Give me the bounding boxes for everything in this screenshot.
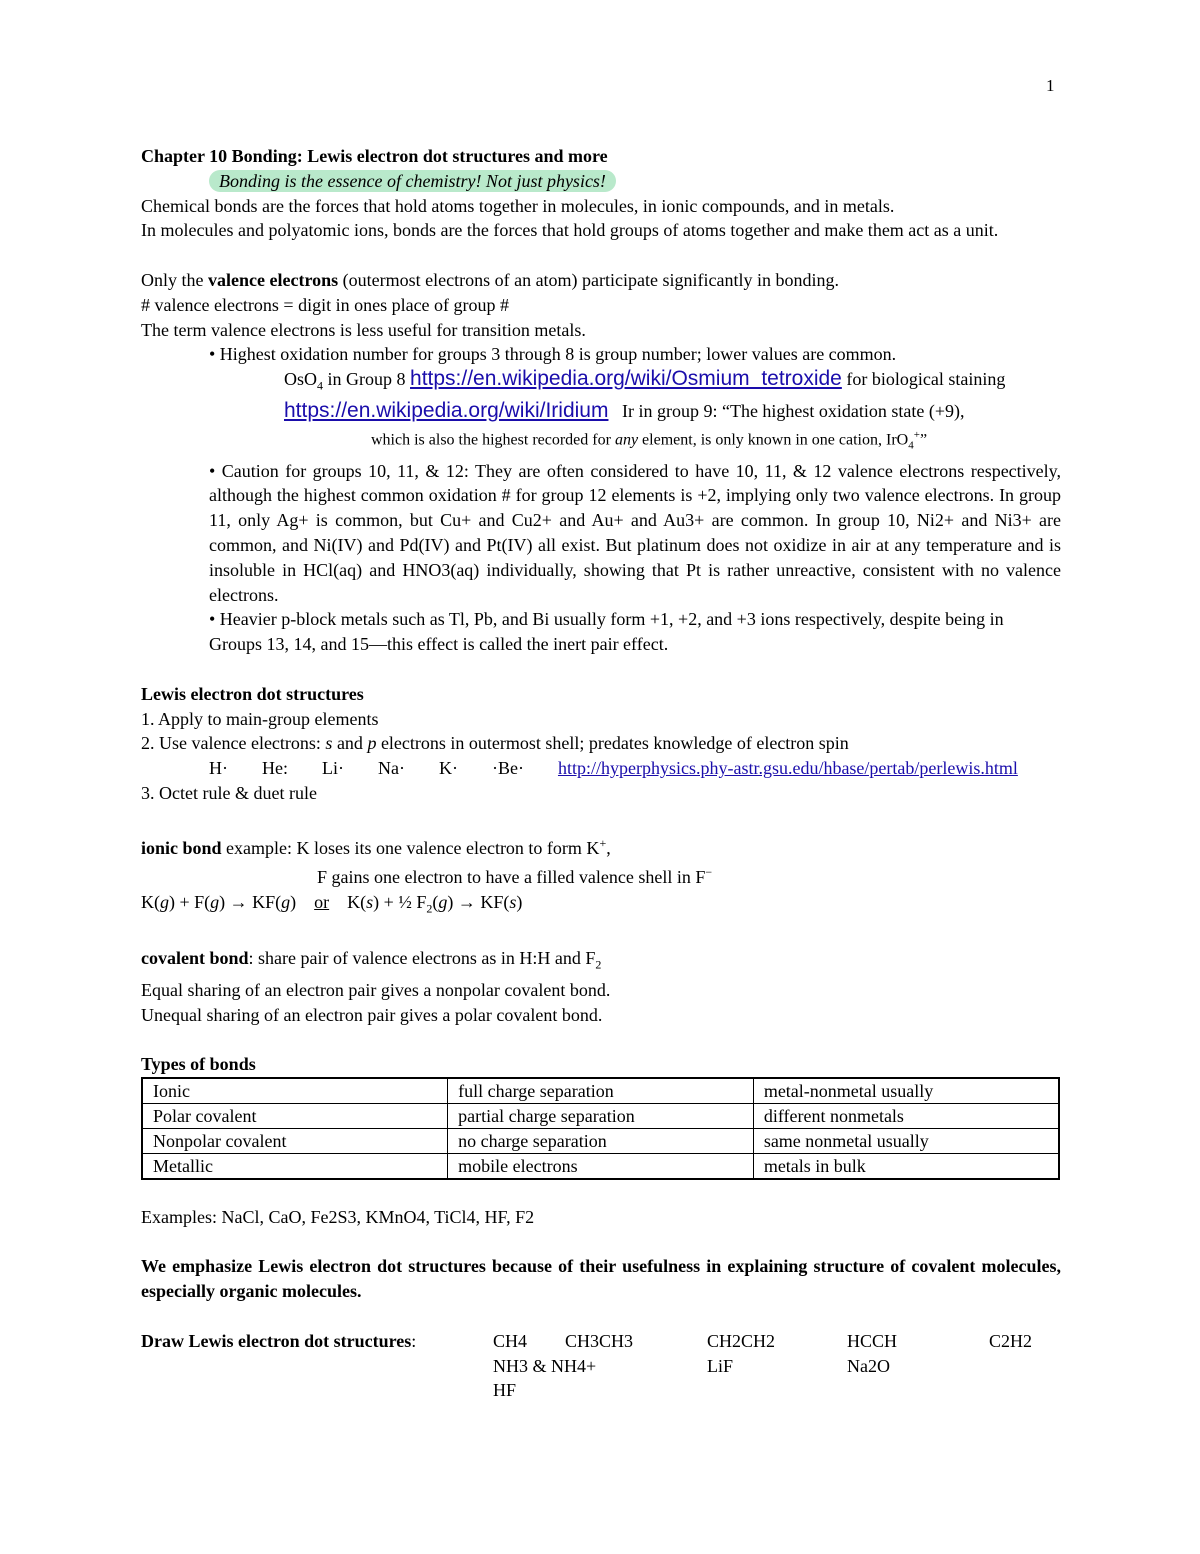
formula: HCCH	[847, 1330, 898, 1351]
formula: CH4	[493, 1330, 528, 1351]
formula: CH3CH3	[565, 1330, 634, 1351]
intro-line-2: In molecules and polyatomic ions, bonds are the forces that hold groups of atoms together and make them act as a unit.	[141, 220, 999, 241]
hyperphysics-link[interactable]: http://hyperphysics.phy-astr.gsu.edu/hbase/pertab/perlewis.html	[557, 758, 1018, 779]
covalent-line-3: Unequal sharing of an electron pair gives a polar covalent bond.	[141, 1004, 603, 1025]
table-row: Ionic full charge separation metal-nonmetal usually	[142, 1078, 1059, 1104]
intro-line-1: Chemical bonds are the forces that hold atoms together in molecules, in ionic compounds, and in metals.	[141, 195, 895, 216]
dot-symbol: ·Be·	[491, 758, 524, 779]
dot-symbol: He:	[262, 758, 288, 779]
emphasis-paragraph: We emphasize Lewis electron dot structures because of their usefulness in explaining structure of covalent molecules, especially organic molecules.	[141, 1256, 1061, 1302]
covalent-line-2: Equal sharing of an electron pair gives a nonpolar covalent bond.	[141, 979, 611, 1000]
draw-structures: Draw Lewis electron dot structures: CH4 CH3CH3 CH2CH2 HCCH C2H2 NH3 & NH4+ LiF Na2O HF	[141, 1329, 1061, 1403]
lewis-item-2: 2. Use valence electrons: s and p electrons in outermost shell; predates knowledge of electron spin	[141, 733, 849, 754]
lewis-dot-examples	[141, 756, 1061, 781]
lewis-item-1: 1. Apply to main-group elements	[141, 708, 379, 729]
covalent-line-1: covalent bond: share pair of valence electrons as in H:H and $F_2$	[141, 948, 602, 972]
table-row: Metallic mobile electrons metals in bulk	[142, 1153, 1059, 1179]
document-body	[141, 144, 1061, 1403]
bond-types-table	[141, 1077, 1060, 1180]
osmium-link[interactable]: https://en.wikipedia.org/wiki/Osmium_tetroxide	[410, 367, 842, 391]
valence-count: # valence electrons = digit in ones place of group #	[141, 294, 510, 315]
valence-term: The term valence electrons is less useful for transition metals.	[141, 319, 586, 340]
dot-symbol: Li·	[322, 758, 344, 779]
bullet-groups-10-12: • Caution for groups 10, 11, & 12: They are often considered to have 10, 11, & 12 valence electrons respectively, although the highest common oxidation # for group 12 elements is +2, implying only two valence electrons. In group 11, only Ag+ is common, but Cu+ and Cu2+ and Au+ and Au3+ are common. In group 10, Ni2+ and Ni3+ are common, and Ni(IV) and Pd(IV) and Pt(IV) all exist. But platinum does not oxidize in air at any temperature and is insoluble in HCl(aq) and HNO3(aq) individually, showing that Pt is rather unreactive, consistent with no valence electrons.	[209, 460, 1061, 605]
iridium-line: https://en.wikipedia.org/wiki/Iridium Ir in group 9: “The highest oxidation state (+9),	[284, 398, 965, 422]
dot-symbol: H·	[209, 758, 228, 779]
formula: LiF	[707, 1355, 734, 1376]
bullet-oxidation: • Highest oxidation number for groups 3 through 8 is group number; lower values are common.	[209, 344, 897, 365]
valence-definition: Only the valence electrons (outermost electrons of an atom) participate significantly in bonding.	[141, 269, 839, 290]
types-heading: Types of bonds	[141, 1054, 256, 1075]
dot-symbol: K·	[438, 758, 458, 779]
iridium-link[interactable]: https://en.wikipedia.org/wiki/Iridium	[284, 398, 609, 422]
examples-line: Examples: NaCl, CaO, Fe2S3, KMnO4, TiCl4, HF, F2	[141, 1206, 535, 1227]
formula: CH2CH2	[707, 1330, 776, 1351]
lewis-heading: Lewis electron dot structures	[141, 683, 364, 704]
dot-symbol: Na·	[378, 758, 405, 779]
lewis-item-3: 3. Octet rule & duet rule	[141, 783, 317, 804]
ionic-line-2: F gains one electron to have a filled valence shell in F−	[317, 865, 713, 888]
formula: HF	[493, 1380, 517, 1401]
page-title: Chapter 10 Bonding: Lewis electron dot structures and more	[141, 146, 608, 166]
oso4-line: OsO$_4$ in Group 8 https://en.wikipedia.org/wiki/Osmium_tetroxide for biological staining	[284, 367, 1006, 393]
formula: NH3 & NH4+	[493, 1355, 597, 1376]
table-row: Nonpolar covalent no charge separation same nonmetal usually	[142, 1128, 1059, 1153]
ionic-line-1: ionic bond example: K loses its one valence electron to form K+,	[141, 835, 611, 858]
formula: Na2O	[847, 1355, 890, 1376]
bullet-inert-pair: • Heavier p-block metals such as Tl, Pb, and Bi usually form +1, +2, and +3 ions respectively, despite being in Groups 13, 14, and 15—this effect is called the inert pair effect.	[209, 609, 1004, 655]
formula: C2H2	[989, 1330, 1033, 1351]
highlighted-note: Bonding is the essence of chemistry! Not just physics!	[209, 170, 616, 192]
ionic-equation: K(g) + F(g) → KF(g) or K(s) + ½ $F_2(g) \to KF(s)$	[141, 892, 523, 916]
table-row: Polar covalent partial charge separation different nonmetals	[142, 1103, 1059, 1128]
iridium-quote: which is also the highest recorded for any element, is only known in one cation, IrO$_4$+”	[371, 429, 928, 452]
page-number: 1	[1046, 76, 1055, 95]
